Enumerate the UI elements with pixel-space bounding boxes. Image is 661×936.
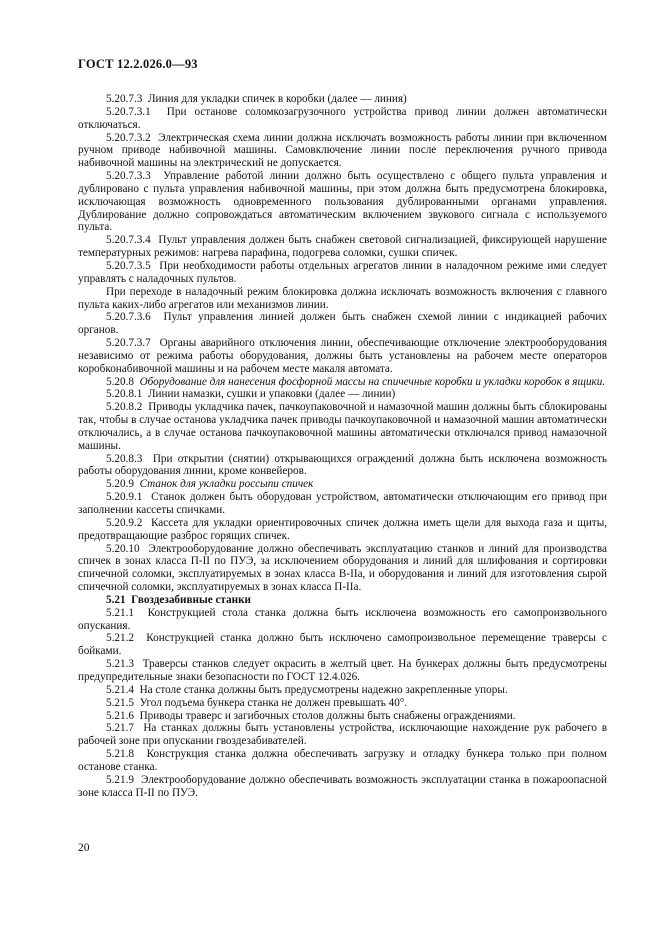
clause: 5.21.4 На столе станка должны быть предусмотрены надежно закрепленные упоры. xyxy=(106,683,508,696)
clause: 5.20.7.3.7 Органы аварийного отключения линии, обеспечивающие отключение электрооборудования независимо от режима работы оборудования, должны быть установлены на рабочем месте операторов коробконабивочной машины и на рабочем месте макаля автомата. xyxy=(78,337,607,375)
clause: 5.20.7.3.6 Пульт управления линией должен быть снабжен схемой линии с индикацией рабочих органов. xyxy=(78,311,608,337)
document-body xyxy=(78,93,607,799)
clause: 5.21.7 На станках должны быть установлены устройства, исключающие нахождение рук рабочего в рабочей зоне при опускании гвоздезабивателей. xyxy=(78,722,607,748)
clause: 5.20.7.3.1 При останове соломкозагрузочного устройства привод линии должен автоматически отключаться. xyxy=(78,105,608,131)
clause: 5.21.1 Конструкцией стола станка должна быть исключена возможность его самопроизвольного опускания. xyxy=(78,606,607,632)
section-heading: 5.21 Гвоздезабивные станки xyxy=(106,593,251,606)
clause-continuation: При переходе в наладочный режим блокировка должна исключать возможность включения с главного пульта каких-либо агрегатов или механизмов линии. xyxy=(78,285,607,311)
clause: 5.20.10 Электрооборудование должно обеспечивать эксплуатацию станков и линий для производства спичек в зонах класса П-II по ПУЭ, за исключением оборудования и линий для шлифования и сортировки спичечной соломки, эксплуатируемых в зонах класса В-IIа, и оборудования и линий для изготовления сырой спичечной соломки, эксплуатируемых в зонах класса П-IIа. xyxy=(78,542,607,594)
clause: 5.20.8.1 Линии намазки, сушки и упаковки (далее — линии) xyxy=(106,388,396,401)
clause: 5.21.6 Приводы траверс и загибочных столов должны быть снабжены ограждениями. xyxy=(106,709,516,722)
clause: 5.21.9 Электрооборудование должно обеспечивать возможность эксплуатации станка в пожароопасной зоне класса П-II по ПУЭ. xyxy=(78,773,608,799)
clause: 5.20.7.3.4 Пульт управления должен быть снабжен световой сигнализацией, фиксирующей нарушение температурных режимов: нагрева парафина, подогрева соломки, сушки спичек. xyxy=(78,234,607,260)
clause: 5.20.8.2 Приводы укладчика пачек, пачкоупаковочной и намазочной машин должны быть сблокированы так, чтобы в случае останова укладчика пачек приводы пачкоупаковочной и намазочной машин автоматически отключались, а в случае останова пачкоупаковочной машины автоматически отключался привод намазочной машины. xyxy=(78,401,608,452)
clause: 5.20.9.1 Станок должен быть оборудован устройством, автоматически отключающим его привод при заполнении кассеты спичками. xyxy=(78,491,607,516)
clause: 5.20.7.3.3 Управление работой линии должно быть осуществлено с общего пульта управления и дублировано с пульта управления набивочной машины, при этом должна быть предусмотрена блокировка, исключающая возможность одновременного пользования дублированными органами управления. Дублирование должно сопровождаться автоматическим включением звукового сигнала с используемого пульта. xyxy=(78,170,608,234)
clause-subheading: 5.20.9 Станок для укладки россыпи спичек xyxy=(106,478,314,491)
clause: 5.21.5 Угол подъема бункера станка не должен превышать 40°. xyxy=(106,696,408,709)
standard-header: ГОСТ 12.2.026.0—93 xyxy=(78,57,198,71)
clause: 5.20.9.2 Кассета для укладки ориентировочных спичек должна иметь щели для выхода газа и щиты, предотвращающие разброс горящих спичек. xyxy=(78,516,608,542)
page-number: 20 xyxy=(78,842,90,854)
clause: 5.21.3 Траверсы станков следует окрасить в желтый цвет. На бункерах должны быть предусмотрены предупредительные знаки безопасности по ГОСТ 12.4.026. xyxy=(78,658,607,683)
clause: 5.21.8 Конструкция станка должна обеспечивать загрузку и отладку бункера только при полном останове станка. xyxy=(78,748,608,773)
clause: 5.20.8.3 При открытии (снятии) открывающихся ограждений должна быть исключена возможность работы оборудования линии, кроме конвейеров. xyxy=(78,452,608,478)
clause: 5.21.2 Конструкцией станка должно быть исключено самопроизвольное перемещение траверсы с бойками. xyxy=(78,632,608,658)
clause-subheading: 5.20.8 Оборудование для нанесения фосфорной массы на спичечные коробки и укладки коробок в ящики. xyxy=(106,375,606,388)
clause: 5.20.7.3.5 При необходимости работы отдельных агрегатов линии в наладочном режиме ими следует управлять с наладочных пультов. xyxy=(78,259,608,285)
clause: 5.20.7.3.2 Электрическая схема линии должна исключать возможность работы линии при включенном ручном приводе набивочной машины. Самовключение линии после переключения ручного привода набивочной машины на электрический не допускается. xyxy=(78,131,607,170)
clause: 5.20.7.3 Линия для укладки спичек в коробки (далее — линия) xyxy=(106,93,407,105)
